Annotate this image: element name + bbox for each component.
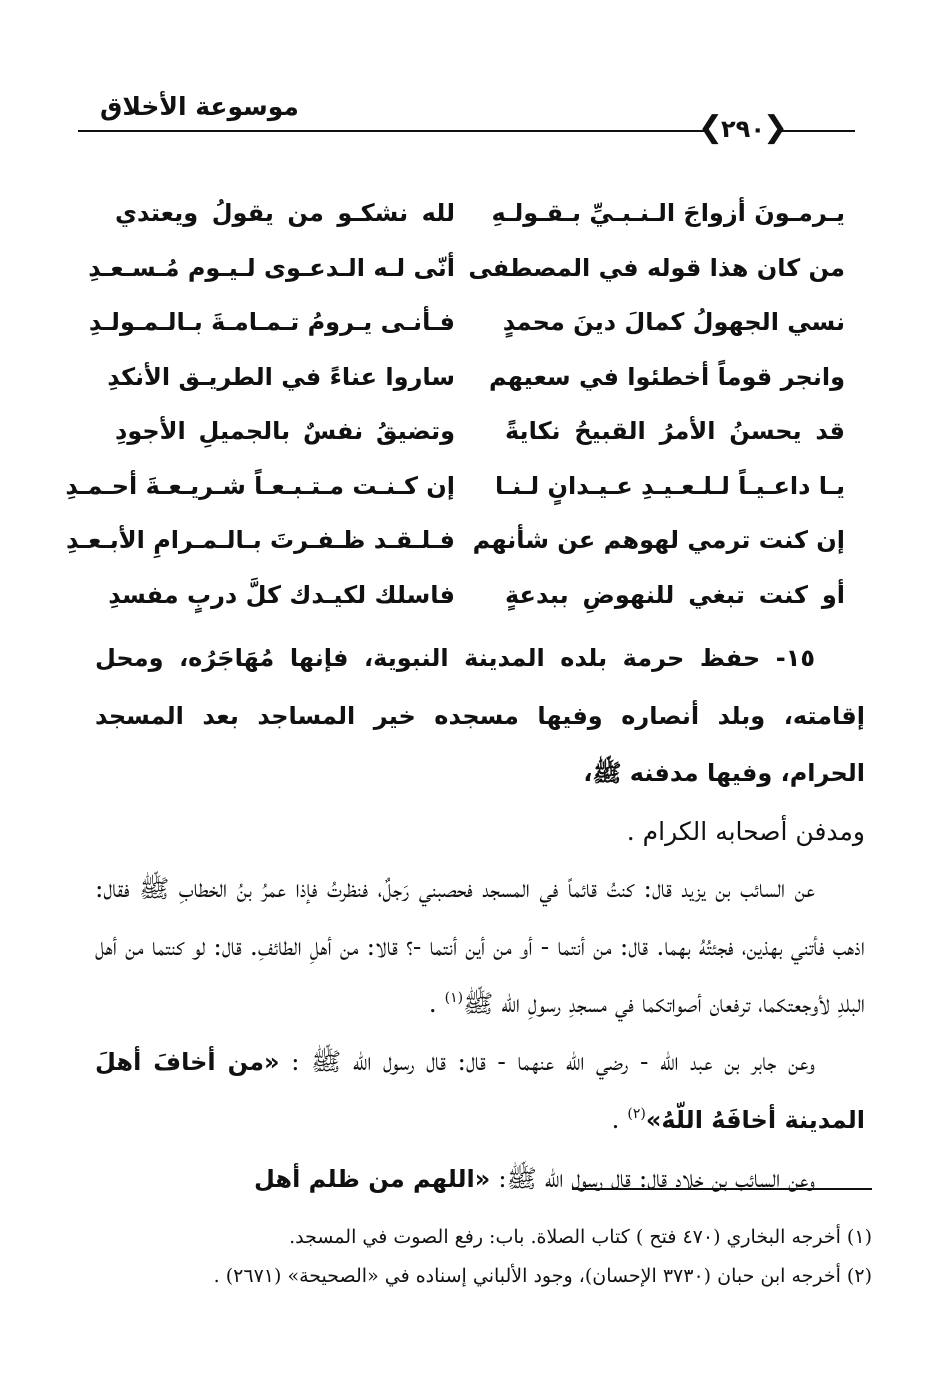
poem-verse [100,575,845,630]
verse-second-hemistich: فـأنـى يـرومُ تـمـامـةَ بـالـمـولـدِ [88,308,455,336]
verse-second-hemistich: لله نشكـو من يقولُ ويعتدي [115,199,455,227]
paragraph-text: عن السائب بن يزيد قال: كنتُ قائماً في المسجد فحصبني رَجلٌ، فنظرتُ فإذا عمرُ بنُ الخطابِ ﷺ فقال: اذهب فأتني بهذين، فجئتُهُ بهما. قال: من أنتما - أو من أين أنتما -؟ قالا: من أهلِ الطائفِ. قال: لو كنتما من أهل البلدِ لأوجعتكما، ترفعان أصواتكما في مسجدِ رسولِ اللّه ﷺ [95,874,865,1018]
paragraph-saib-ibn-khallad [95,1150,865,1209]
paragraph-end: . [611,1105,620,1134]
verse-first-hemistich: قد يحسنُ الأمرُ القبيحُ نكايةً [505,417,845,445]
paragraph-item-15 [95,630,865,803]
paragraph-saib-ibn-yazid [95,860,865,1033]
footnote-marker: (٢) [627,1106,646,1122]
poem-verse [100,193,845,248]
poem-verse [100,411,845,466]
paragraph-item-15-tail [95,803,865,861]
verse-second-hemistich: وتضيقُ نفسٌ بالجميلِ الأجودِ [115,417,455,445]
header-rule [78,130,704,132]
verse-second-hemistich: إن كـنـت مـتـبـعـاً شـريـعـةَ أحـمـدِ [65,471,455,500]
paragraph-text: ومدفن أصحابه الكرام . [626,816,865,846]
paragraph-jabir [95,1033,865,1150]
poem-verse [65,520,845,575]
paragraph-end: . [428,989,437,1018]
paragraph-text: وعن السائب بن خلاد قال: قال رسول اللّه ﷺ: [498,1163,815,1193]
verse-first-hemistich: إن كنت ترمي لهوهم عن شأنهم [472,526,845,554]
page-header [60,92,890,162]
verse-second-hemistich: فاسلك لكيـدك كلَّ دربٍ مفسدِ [108,580,455,609]
footnote-marker: (١) [444,990,464,1006]
paragraph-text: ١٥- حفظ حرمة بلده المدينة النبوية، فإنها مُهَاجَرُه، ومحل إقامته، وبلد أنصاره وفيها مسجده خير المساجد بعد المسجد الحرام، وفيها مدفنه ﷺ، [95,644,865,787]
footnotes [160,1218,872,1296]
poem-verse [88,302,845,357]
header-rule [780,130,855,132]
hadith-quote: «من أخافَ أهلَ المدينة أخافَهُ اللّهُ» [95,1047,865,1134]
poem-verse [88,248,845,303]
poem-verse [100,357,845,412]
footnote-item: (١) أخرجه البخاري (٤٧٠ فتح ) كتاب الصلاة. باب: رفع الصوت في المسجد. [289,1226,872,1248]
body-text [95,630,865,1208]
verse-second-hemistich: أنّى لـه الـدعـوى لـيـوم مُـسـعـدِ [88,253,455,282]
verse-second-hemistich: ساروا عناءً في الطريـق الأنكدِ [107,362,455,391]
paragraph-text: وعن جابر بن عبد اللّه - رضي اللّه عنهما - قال: قال رسول اللّه ﷺ : [291,1046,816,1076]
footnote-separator [572,1188,872,1190]
book-title: موسوعة الأخلاق [100,92,299,121]
verse-second-hemistich: فـلـقـد ظـفـرتَ بـالـمـرامِ الأبـعـدِ [65,526,455,554]
verse-first-hemistich: من كان هذا قوله في المصطفى [468,253,845,282]
hadith-quote: «اللهم من ظلم أهل [254,1164,491,1193]
verse-first-hemistich: نسي الجهولُ كمالَ دينَ محمدٍ [502,308,845,336]
poem-verse [65,466,845,521]
page-number: ❯ ٢٩٠ ❯ [700,110,786,148]
verse-first-hemistich: وانجر قوماً أخطئوا في سعيهم [488,362,845,391]
footnote-item: (٢) أخرجه ابن حبان (٣٧٣٠ الإحسان)، وجود الألباني إسناده في «الصحيحة» (٢٦٧١) . [213,1265,872,1287]
verse-first-hemistich: يـرمـونَ أزواجَ الـنـبـيِّ بـقـولـهِ [491,199,845,227]
verse-first-hemistich: يـا داعـيـاً لـلـعـيـدِ عـيـدانٍ لـنـا [494,471,845,500]
poem [65,193,845,629]
verse-first-hemistich: أو كنت تبغي للنهوضِ ببدعةٍ [505,580,845,609]
